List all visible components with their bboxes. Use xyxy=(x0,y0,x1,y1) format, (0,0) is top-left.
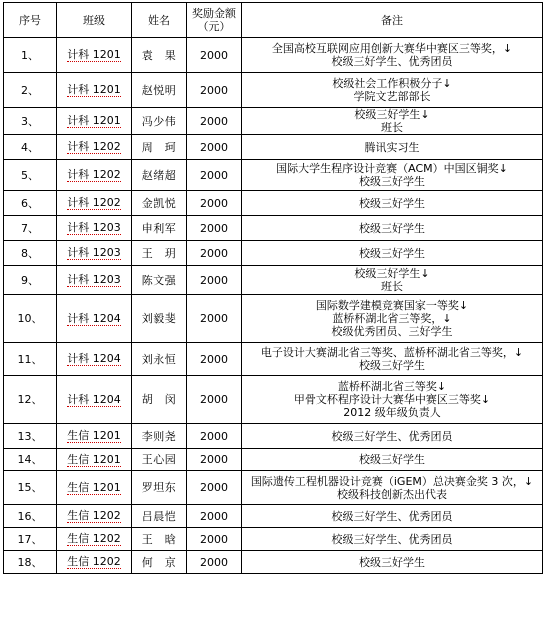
note-line: 国际大学生程序设计竞赛（ACM）中国区铜奖↓ xyxy=(276,162,508,175)
header-no: 序号 xyxy=(4,3,57,38)
cell-note xyxy=(242,216,543,241)
note-line: 校级三好学生 xyxy=(359,453,425,466)
cell-no: 18、 xyxy=(4,551,57,574)
cell-note xyxy=(242,471,543,505)
class-label: 计科 1202 xyxy=(67,140,121,153)
cell-note xyxy=(242,449,543,471)
cell-no: 8、 xyxy=(4,241,57,266)
cell-class xyxy=(57,216,132,241)
class-label: 计科 1202 xyxy=(67,196,121,209)
class-label: 生信 1201 xyxy=(67,429,121,442)
cell-note xyxy=(242,135,543,160)
class-label: 生信 1201 xyxy=(67,480,121,494)
note-line: 蓝桥杯湖北省三等奖↓ xyxy=(337,380,447,393)
cell-no: 15、 xyxy=(4,471,57,505)
cell-name: 罗坦东 xyxy=(132,471,187,505)
class-label: 计科 1204 xyxy=(67,352,121,365)
note-line: 国际数学建模竞赛国家一等奖↓ xyxy=(315,299,469,312)
cell-name: 赵悦明 xyxy=(132,73,187,108)
cell-name: 何 京 xyxy=(132,551,187,574)
note-line: 校级三好学生 xyxy=(359,221,425,235)
cell-class xyxy=(57,295,132,343)
cell-name: 王 玥 xyxy=(132,241,187,266)
cell-class xyxy=(57,160,132,191)
cell-name: 赵绪超 xyxy=(132,160,187,191)
cell-amount: 2000 xyxy=(187,135,242,160)
cell-no: 13、 xyxy=(4,424,57,449)
cell-no: 14、 xyxy=(4,449,57,471)
cell-note xyxy=(242,241,543,266)
cell-amount: 2000 xyxy=(187,295,242,343)
note-line: 校级优秀团员、三好学生 xyxy=(331,325,453,338)
cell-class xyxy=(57,551,132,574)
cell-no: 12、 xyxy=(4,376,57,424)
table-row xyxy=(4,528,543,551)
cell-note xyxy=(242,191,543,216)
cell-name: 冯少伟 xyxy=(132,108,187,135)
cell-class xyxy=(57,135,132,160)
cell-name: 袁 果 xyxy=(132,38,187,73)
table-row xyxy=(4,108,543,135)
header-row xyxy=(4,3,543,38)
table-row xyxy=(4,295,543,343)
class-label: 计科 1201 xyxy=(67,114,121,127)
note-line: 腾讯实习生 xyxy=(364,140,420,154)
table-row xyxy=(4,73,543,108)
note-line: 校级三好学生、优秀团员 xyxy=(331,55,453,68)
cell-amount: 2000 xyxy=(187,160,242,191)
cell-class xyxy=(57,73,132,108)
table-row xyxy=(4,376,543,424)
table-body xyxy=(4,38,543,574)
cell-name: 吕晨恺 xyxy=(132,505,187,528)
cell-no: 10、 xyxy=(4,295,57,343)
note-line: 校级三好学生 xyxy=(359,555,425,569)
table-row xyxy=(4,551,543,574)
cell-note xyxy=(242,376,543,424)
cell-note xyxy=(242,295,543,343)
class-label: 生信 1201 xyxy=(67,452,121,466)
cell-amount: 2000 xyxy=(187,376,242,424)
class-label: 计科 1201 xyxy=(67,48,121,61)
cell-class xyxy=(57,108,132,135)
note-line: 校级三好学生↓ xyxy=(354,267,430,280)
class-label: 计科 1202 xyxy=(67,168,121,181)
table-row xyxy=(4,191,543,216)
table-row xyxy=(4,343,543,376)
cell-class xyxy=(57,528,132,551)
cell-class xyxy=(57,266,132,295)
note-line: 校级三好学生 xyxy=(359,246,425,260)
cell-no: 6、 xyxy=(4,191,57,216)
header-amount-line2: （元） xyxy=(197,20,231,33)
note-line: 甲骨文杯程序设计大赛华中赛区三等奖↓ xyxy=(293,393,491,406)
cell-note xyxy=(242,160,543,191)
note-line: 国际遗传工程机器设计竞赛（iGEM）总决赛金奖 3 次，↓ xyxy=(250,474,534,488)
header-note: 备注 xyxy=(242,3,543,38)
cell-note xyxy=(242,528,543,551)
cell-class xyxy=(57,343,132,376)
note-line: 校级三好学生、优秀团员 xyxy=(331,532,453,546)
award-table xyxy=(3,2,543,574)
cell-no: 3、 xyxy=(4,108,57,135)
cell-note xyxy=(242,38,543,73)
note-line: 校级三好学生 xyxy=(359,196,425,210)
cell-no: 7、 xyxy=(4,216,57,241)
cell-no: 9、 xyxy=(4,266,57,295)
cell-no: 5、 xyxy=(4,160,57,191)
cell-amount: 2000 xyxy=(187,471,242,505)
cell-amount: 2000 xyxy=(187,505,242,528)
note-line: 校级三好学生 xyxy=(359,359,425,372)
table-row xyxy=(4,160,543,191)
cell-amount: 2000 xyxy=(187,73,242,108)
cell-amount: 2000 xyxy=(187,38,242,73)
note-line: 校级三好学生 xyxy=(359,175,425,188)
cell-name: 王心园 xyxy=(132,449,187,471)
note-line: 2012 级年级负责人 xyxy=(343,406,441,419)
note-line: 学院文艺部部长 xyxy=(353,90,431,103)
cell-no: 11、 xyxy=(4,343,57,376)
cell-amount: 2000 xyxy=(187,216,242,241)
note-line: 校级科技创新杰出代表 xyxy=(337,487,447,501)
table-row xyxy=(4,471,543,505)
class-label: 生信 1202 xyxy=(67,509,121,522)
cell-no: 16、 xyxy=(4,505,57,528)
class-label: 计科 1203 xyxy=(67,273,121,286)
note-line: 电子设计大赛湖北省三等奖、蓝桥杯湖北省三等奖，↓ xyxy=(260,346,524,359)
cell-name: 胡 闵 xyxy=(132,376,187,424)
class-label: 计科 1204 xyxy=(67,311,121,325)
header-name: 姓名 xyxy=(132,3,187,38)
class-label: 生信 1202 xyxy=(67,555,121,568)
class-label: 计科 1204 xyxy=(67,392,121,406)
cell-amount: 2000 xyxy=(187,449,242,471)
header-amount xyxy=(187,3,242,38)
class-label: 生信 1202 xyxy=(67,532,121,545)
cell-amount: 2000 xyxy=(187,528,242,551)
class-label: 计科 1203 xyxy=(67,221,121,234)
cell-no: 1、 xyxy=(4,38,57,73)
header-class: 班级 xyxy=(57,3,132,38)
cell-name: 王 晗 xyxy=(132,528,187,551)
table-row xyxy=(4,241,543,266)
table-row xyxy=(4,216,543,241)
cell-amount: 2000 xyxy=(187,551,242,574)
cell-amount: 2000 xyxy=(187,108,242,135)
cell-amount: 2000 xyxy=(187,241,242,266)
cell-class xyxy=(57,424,132,449)
cell-name: 周 珂 xyxy=(132,135,187,160)
cell-note xyxy=(242,505,543,528)
cell-amount: 2000 xyxy=(187,191,242,216)
cell-name: 申利军 xyxy=(132,216,187,241)
header-amount-line1: 奖励金额 xyxy=(192,7,236,20)
cell-note xyxy=(242,424,543,449)
cell-no: 17、 xyxy=(4,528,57,551)
cell-class xyxy=(57,471,132,505)
cell-name: 刘毅斐 xyxy=(132,295,187,343)
cell-class xyxy=(57,449,132,471)
cell-note xyxy=(242,73,543,108)
cell-amount: 2000 xyxy=(187,343,242,376)
cell-class xyxy=(57,505,132,528)
class-label: 计科 1201 xyxy=(67,83,121,96)
note-line: 校级三好学生、优秀团员 xyxy=(331,509,453,523)
cell-class xyxy=(57,191,132,216)
table-row xyxy=(4,449,543,471)
cell-note xyxy=(242,343,543,376)
cell-amount: 2000 xyxy=(187,266,242,295)
table-row xyxy=(4,424,543,449)
note-line: 全国高校互联网应用创新大赛华中赛区三等奖，↓ xyxy=(271,42,513,55)
cell-name: 李则尧 xyxy=(132,424,187,449)
cell-note xyxy=(242,551,543,574)
table-row xyxy=(4,38,543,73)
cell-no: 4、 xyxy=(4,135,57,160)
table-row xyxy=(4,135,543,160)
cell-class xyxy=(57,376,132,424)
cell-name: 陈文强 xyxy=(132,266,187,295)
note-line: 班长 xyxy=(381,280,403,293)
note-line: 校级三好学生、优秀团员 xyxy=(331,429,453,443)
note-line: 蓝桥杯湖北省三等奖，↓ xyxy=(332,312,452,325)
note-line: 校级三好学生↓ xyxy=(354,108,430,121)
note-line: 班长 xyxy=(381,121,403,134)
table-row xyxy=(4,505,543,528)
cell-note xyxy=(242,108,543,135)
class-label: 计科 1203 xyxy=(67,246,121,259)
cell-no: 2、 xyxy=(4,73,57,108)
cell-name: 刘永恒 xyxy=(132,343,187,376)
cell-class xyxy=(57,241,132,266)
cell-class xyxy=(57,38,132,73)
note-line: 校级社会工作积极分子↓ xyxy=(332,77,452,90)
cell-name: 金凯悦 xyxy=(132,191,187,216)
table-row xyxy=(4,266,543,295)
cell-note xyxy=(242,266,543,295)
cell-amount: 2000 xyxy=(187,424,242,449)
